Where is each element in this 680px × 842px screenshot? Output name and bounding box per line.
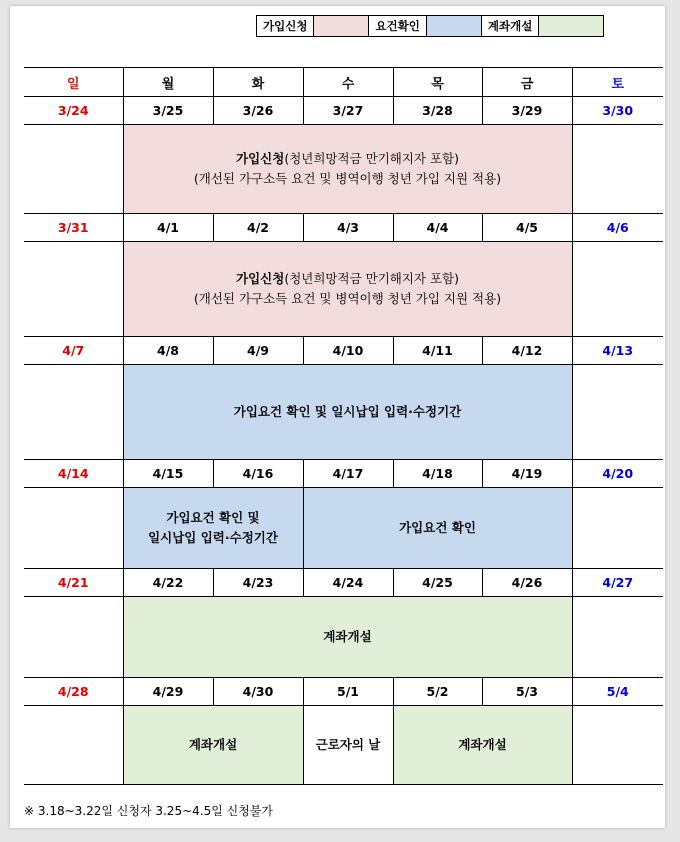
weekday-fri: 금: [482, 68, 572, 97]
date-cell: 4/12: [482, 337, 572, 365]
date-cell: 5/4: [572, 678, 663, 706]
date-row: [24, 460, 663, 488]
empty-cell: [24, 242, 123, 337]
legend: [256, 15, 604, 37]
weekday-wed: 수: [303, 68, 393, 97]
event-row: [24, 706, 663, 785]
event-apply-detail: (개선된 가구소득 요건 및 병역이행 청년 가입 지원 적용): [193, 291, 502, 306]
empty-cell: [24, 597, 123, 678]
date-row: [24, 97, 663, 125]
date-cell: 4/1: [123, 214, 213, 242]
weekday-sat: 토: [572, 68, 663, 97]
date-cell: 3/30: [572, 97, 663, 125]
weekday-header-row: [24, 68, 663, 97]
date-cell: 3/31: [24, 214, 123, 242]
event-row: [24, 365, 663, 460]
date-cell: 4/2: [213, 214, 303, 242]
date-cell: 4/5: [482, 214, 572, 242]
event-check-input-line1: 가입요건 확인 및: [166, 510, 260, 525]
date-cell: 4/18: [393, 460, 482, 488]
date-cell: 4/7: [24, 337, 123, 365]
date-row: [24, 569, 663, 597]
event-labor-day: 근로자의 날: [303, 706, 393, 785]
date-cell: 4/16: [213, 460, 303, 488]
date-cell: 4/3: [303, 214, 393, 242]
event-open-account-period: 계좌개설: [393, 706, 572, 785]
date-cell: 4/28: [24, 678, 123, 706]
date-cell: 3/29: [482, 97, 572, 125]
event-row: [24, 488, 663, 569]
date-cell: 4/24: [303, 569, 393, 597]
weekday-thu: 목: [393, 68, 482, 97]
date-cell: 4/6: [572, 214, 663, 242]
date-cell: 4/15: [123, 460, 213, 488]
event-check-input-period: 가입요건 확인 및 일시납입 입력·수정기간: [123, 365, 572, 460]
empty-cell: [572, 365, 663, 460]
legend-open-swatch: [539, 16, 604, 37]
empty-cell: [572, 488, 663, 569]
date-cell: 4/23: [213, 569, 303, 597]
date-cell: 4/4: [393, 214, 482, 242]
date-cell: 3/28: [393, 97, 482, 125]
date-cell: 5/2: [393, 678, 482, 706]
weekday-mon: 월: [123, 68, 213, 97]
event-open-account-period: 계좌개설: [123, 597, 572, 678]
date-cell: 4/14: [24, 460, 123, 488]
date-cell: 4/21: [24, 569, 123, 597]
event-row: [24, 125, 663, 214]
page: [10, 6, 665, 828]
legend-check-swatch: [426, 16, 481, 37]
date-cell: 4/29: [123, 678, 213, 706]
date-cell: 4/10: [303, 337, 393, 365]
date-cell: 4/30: [213, 678, 303, 706]
event-apply-period: [123, 242, 572, 337]
empty-cell: [24, 706, 123, 785]
date-row: [24, 678, 663, 706]
empty-cell: [572, 706, 663, 785]
date-cell: 4/25: [393, 569, 482, 597]
event-apply-period: [123, 125, 572, 214]
footnote: ※ 3.18~3.22일 신청자 3.25~4.5일 신청불가: [24, 804, 273, 818]
legend-open-label: 계좌개설: [481, 16, 538, 37]
date-row: [24, 214, 663, 242]
date-row: [24, 337, 663, 365]
empty-cell: [572, 597, 663, 678]
legend-check-label: 요건확인: [369, 16, 426, 37]
empty-cell: [572, 125, 663, 214]
event-row: [24, 242, 663, 337]
date-cell: 4/8: [123, 337, 213, 365]
legend-apply-label: 가입신청: [257, 16, 314, 37]
date-cell: 3/26: [213, 97, 303, 125]
schedule-calendar: [24, 67, 663, 785]
empty-cell: [24, 488, 123, 569]
event-check-input-period: [123, 488, 303, 569]
event-check-only-period: 가입요건 확인: [303, 488, 572, 569]
date-cell: 5/1: [303, 678, 393, 706]
event-apply-title: 가입신청: [236, 271, 285, 286]
weekday-tue: 화: [213, 68, 303, 97]
date-cell: 3/24: [24, 97, 123, 125]
date-cell: 3/25: [123, 97, 213, 125]
event-apply-detail: (개선된 가구소득 요건 및 병역이행 청년 가입 지원 적용): [193, 171, 502, 186]
date-cell: 4/19: [482, 460, 572, 488]
date-cell: 4/22: [123, 569, 213, 597]
date-cell: 4/9: [213, 337, 303, 365]
date-cell: 4/26: [482, 569, 572, 597]
weekday-sun: 일: [24, 68, 123, 97]
date-cell: 3/27: [303, 97, 393, 125]
legend-apply-swatch: [314, 16, 369, 37]
date-cell: 4/20: [572, 460, 663, 488]
event-apply-title: 가입신청: [236, 151, 285, 166]
date-cell: 5/3: [482, 678, 572, 706]
date-cell: 4/27: [572, 569, 663, 597]
event-apply-note: (청년희망적금 만기해지자 포함): [284, 271, 459, 286]
event-row: [24, 597, 663, 678]
empty-cell: [572, 242, 663, 337]
event-check-input-line2: 일시납입 입력·수정기간: [148, 530, 278, 545]
date-cell: 4/11: [393, 337, 482, 365]
date-cell: 4/13: [572, 337, 663, 365]
empty-cell: [24, 365, 123, 460]
date-cell: 4/17: [303, 460, 393, 488]
event-apply-note: (청년희망적금 만기해지자 포함): [284, 151, 459, 166]
event-open-account-period: 계좌개설: [123, 706, 303, 785]
empty-cell: [24, 125, 123, 214]
